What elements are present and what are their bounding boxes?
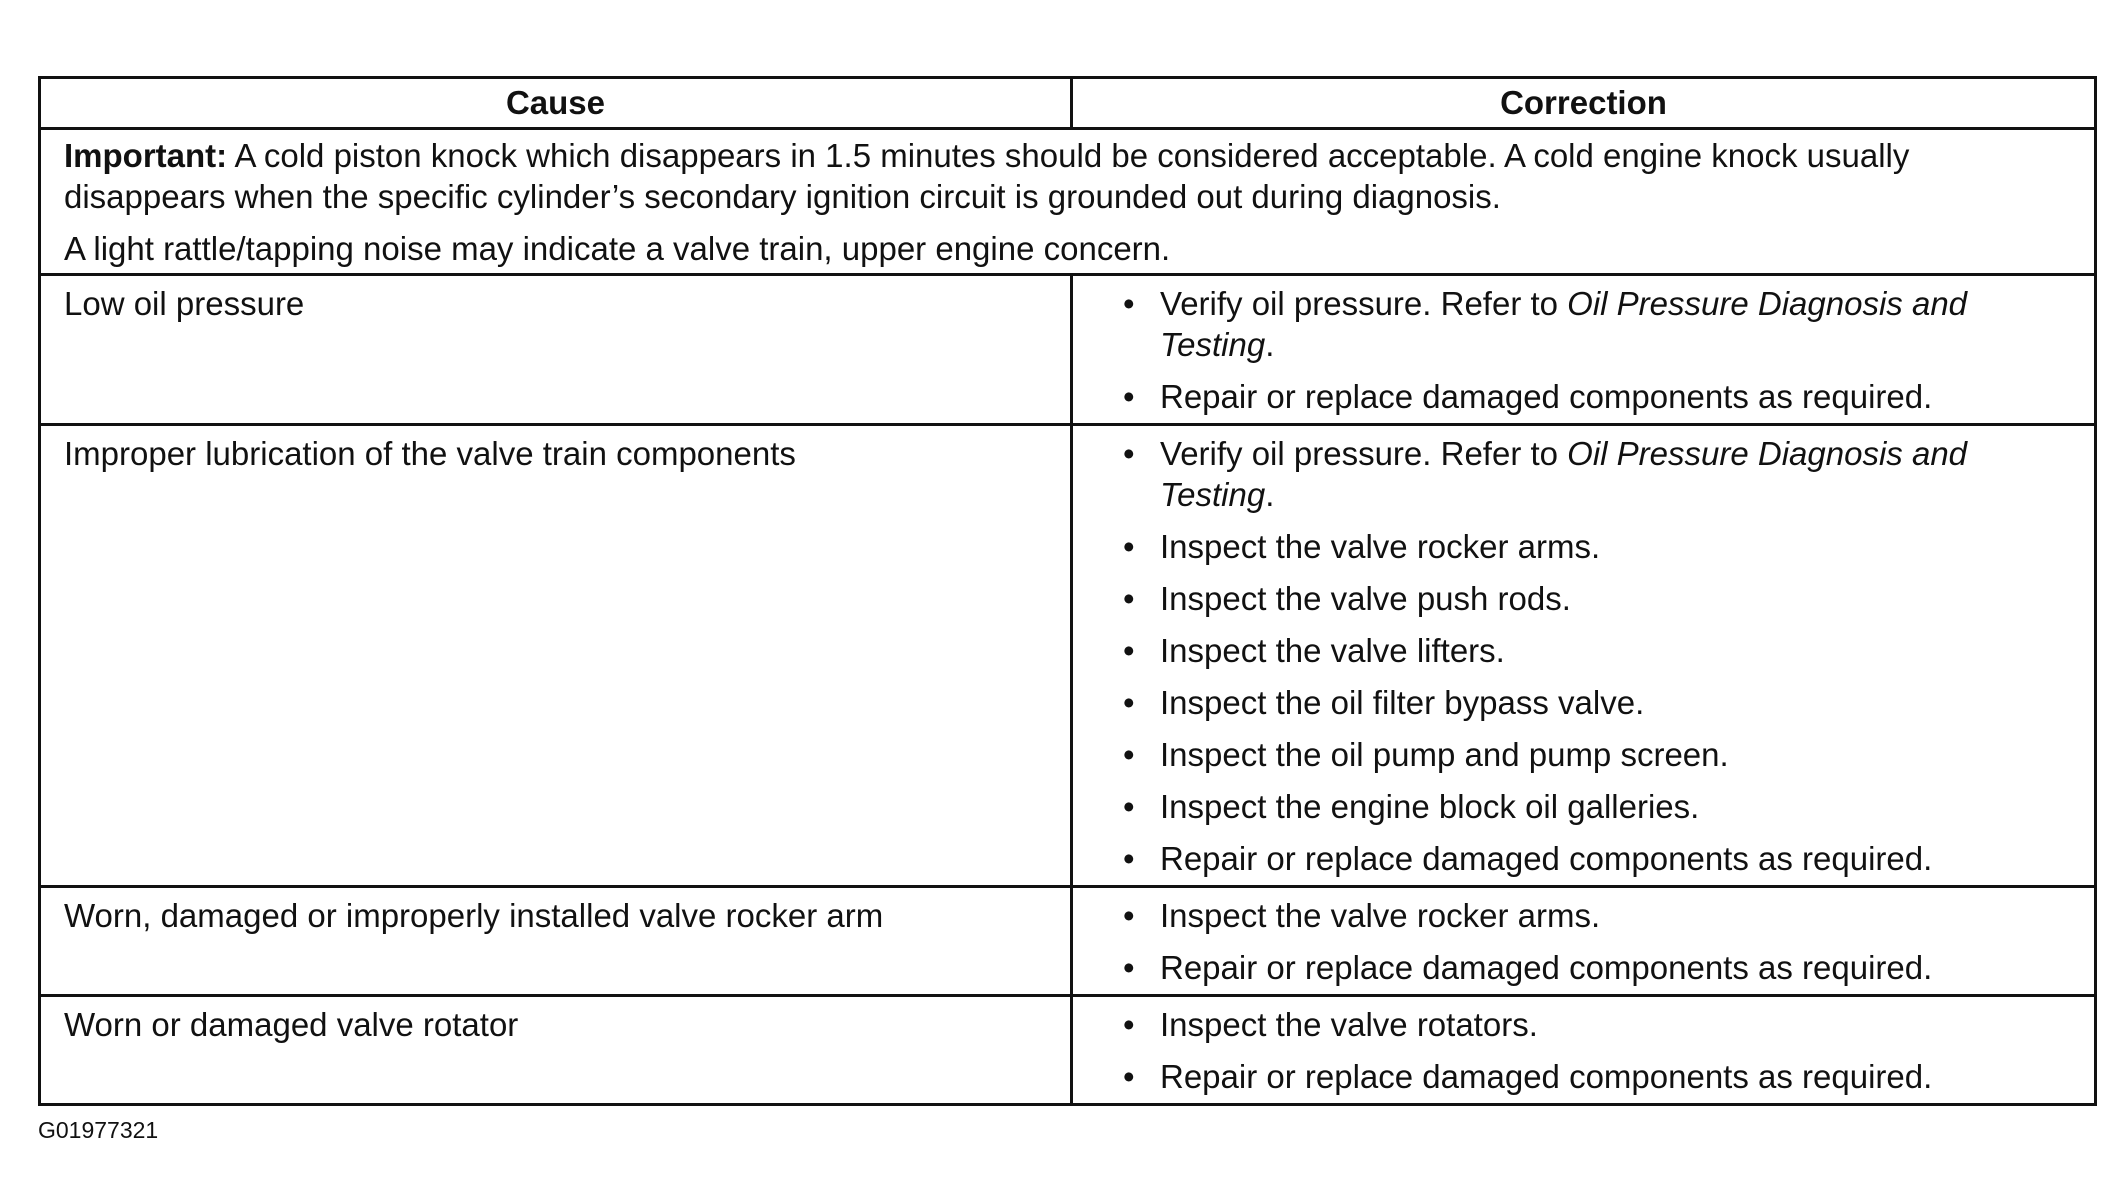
bullet-icon: • xyxy=(1123,788,1135,825)
important-note-row xyxy=(40,129,2096,275)
correction-text: Verify oil pressure. Refer to xyxy=(1160,285,1568,322)
bullet-icon: • xyxy=(1123,949,1135,986)
bullet-icon: • xyxy=(1123,684,1135,721)
correction-text-end: . xyxy=(1265,326,1275,363)
correction-item xyxy=(1123,1056,2078,1097)
bullet-icon: • xyxy=(1123,1006,1135,1043)
correction-text: Inspect the engine block oil galleries. xyxy=(1160,788,1700,825)
cause-column-header: Cause xyxy=(40,78,1072,129)
important-note-cell xyxy=(40,129,2096,275)
correction-item xyxy=(1123,433,2078,515)
procedure-reference: Oil Pressure Diagnosis and Testing xyxy=(1160,285,1968,363)
correction-item xyxy=(1123,526,2078,567)
correction-text: Repair or replace damaged components as required. xyxy=(1160,949,1933,986)
table-header-row xyxy=(40,78,2096,129)
correction-list xyxy=(1123,895,2078,988)
correction-item xyxy=(1123,947,2078,988)
correction-item xyxy=(1123,1004,2078,1045)
cause-cell: Worn, damaged or improperly installed valve rocker arm xyxy=(40,887,1072,996)
correction-text: Inspect the valve rocker arms. xyxy=(1160,528,1601,565)
correction-item xyxy=(1123,630,2078,671)
correction-item xyxy=(1123,786,2078,827)
correction-text: Inspect the oil pump and pump screen. xyxy=(1160,736,1729,773)
correction-text: Repair or replace damaged components as required. xyxy=(1160,840,1933,877)
correction-item xyxy=(1123,734,2078,775)
figure-id: G01977321 xyxy=(38,1117,159,1143)
correction-cell xyxy=(1072,996,2096,1105)
bullet-icon: • xyxy=(1123,285,1135,322)
correction-cell xyxy=(1072,425,2096,887)
table-row xyxy=(40,275,2096,425)
correction-text: Inspect the valve rotators. xyxy=(1160,1006,1538,1043)
bullet-icon: • xyxy=(1123,435,1135,472)
bullet-icon: • xyxy=(1123,897,1135,934)
correction-text: Repair or replace damaged components as required. xyxy=(1160,1058,1933,1095)
correction-item xyxy=(1123,578,2078,619)
correction-list xyxy=(1123,1004,2078,1097)
correction-text: Repair or replace damaged components as required. xyxy=(1160,378,1933,415)
bullet-icon: • xyxy=(1123,580,1135,617)
cause-cell: Worn or damaged valve rotator xyxy=(40,996,1072,1105)
correction-text: Inspect the valve push rods. xyxy=(1160,580,1571,617)
bullet-icon: • xyxy=(1123,378,1135,415)
document-page xyxy=(38,76,2094,1106)
diagnosis-table xyxy=(38,76,2097,1106)
correction-item xyxy=(1123,838,2078,879)
correction-list xyxy=(1123,283,2078,417)
correction-column-header: Correction xyxy=(1072,78,2096,129)
correction-list xyxy=(1123,433,2078,879)
correction-text: Verify oil pressure. Refer to xyxy=(1160,435,1568,472)
procedure-reference: Oil Pressure Diagnosis and Testing xyxy=(1160,435,1968,513)
correction-cell xyxy=(1072,275,2096,425)
bullet-icon: • xyxy=(1123,632,1135,669)
cause-cell: Low oil pressure xyxy=(40,275,1072,425)
bullet-icon: • xyxy=(1123,840,1135,877)
correction-item xyxy=(1123,682,2078,723)
cause-cell: Improper lubrication of the valve train components xyxy=(40,425,1072,887)
important-note-paragraph-2: A light rattle/tapping noise may indicate a valve train, upper engine concern. xyxy=(64,230,1171,267)
correction-text: Inspect the valve lifters. xyxy=(1160,632,1505,669)
correction-text: Inspect the oil filter bypass valve. xyxy=(1160,684,1645,721)
table-row xyxy=(40,425,2096,887)
correction-item xyxy=(1123,895,2078,936)
correction-text: Inspect the valve rocker arms. xyxy=(1160,897,1601,934)
correction-text-end: . xyxy=(1265,476,1275,513)
bullet-icon: • xyxy=(1123,528,1135,565)
correction-cell xyxy=(1072,887,2096,996)
correction-item xyxy=(1123,376,2078,417)
table-row xyxy=(40,887,2096,996)
bullet-icon: • xyxy=(1123,736,1135,773)
table-row xyxy=(40,996,2096,1105)
important-note-paragraph xyxy=(64,135,2074,217)
important-label: Important: xyxy=(64,137,228,174)
correction-item xyxy=(1123,283,2078,365)
bullet-icon: • xyxy=(1123,1058,1135,1095)
important-note-text: A cold piston knock which disappears in 1.5 minutes should be considered acceptable. A cold engine knock usually disappears when the specific cylinder’s secondary ignition circuit is grounded out during diagnosis. xyxy=(64,137,1910,215)
